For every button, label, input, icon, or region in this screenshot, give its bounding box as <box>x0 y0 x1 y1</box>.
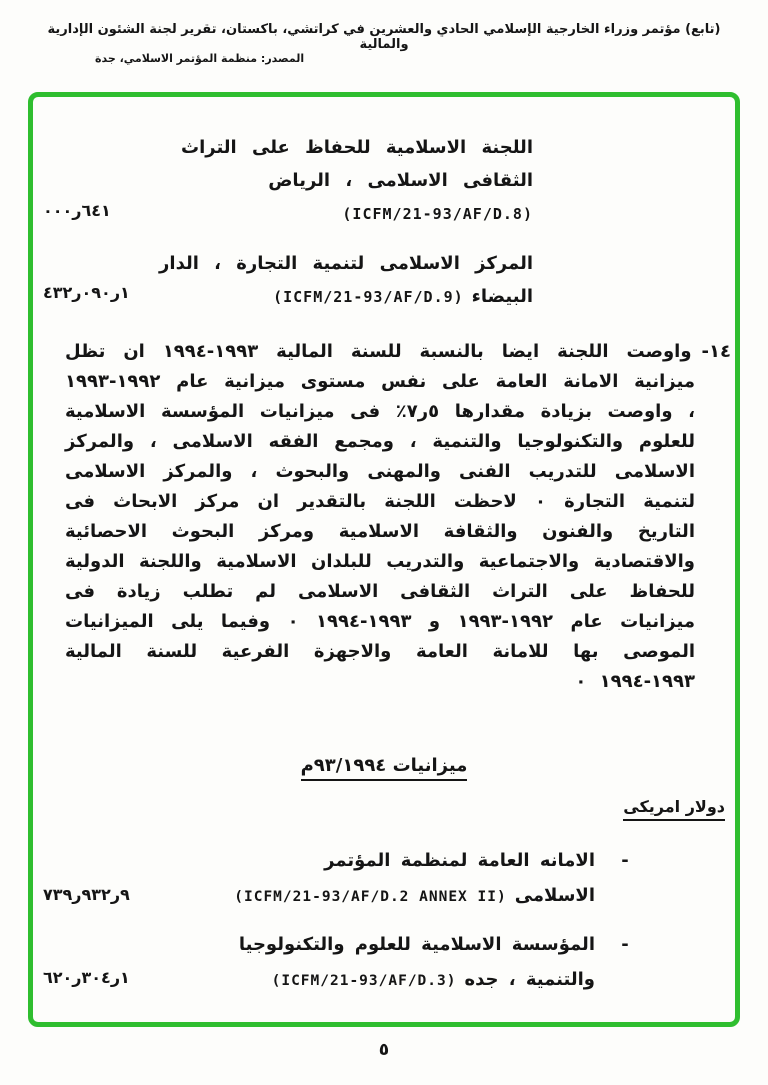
dash-bullet: - <box>621 934 629 955</box>
entry-text-line: اللجنة الاسلامية للحفاظ على التراث <box>180 137 533 158</box>
green-highlight-frame <box>28 92 740 1027</box>
budget-list-item-science-foundation <box>238 927 629 999</box>
entry-text-fragment: الاسلامى <box>514 885 595 906</box>
budgets-section-heading <box>33 755 735 776</box>
entry-text-line: الثقافى الاسلامى ، الرياض <box>268 170 533 191</box>
budget-amount: ٦٤١ر٠٠٠ <box>43 201 111 220</box>
document-reference-code: (ICFM/21-93/AF/D.9) <box>273 288 464 306</box>
currency-label: دولار امريكى <box>623 797 725 821</box>
budgets-heading-text: ميزانيات ٩٣/١٩٩٤م <box>301 755 468 781</box>
entry-code-line <box>159 280 533 314</box>
document-source-note: المصدر: منظمة المؤتمر الاسلامي، جدة <box>95 52 305 65</box>
document-reference-code: (ICFM/21-93/AF/D.8) <box>342 205 533 223</box>
item-number: ١٤- <box>701 341 731 362</box>
entry-text-line: الامانه العامة لمنظمة المؤتمر <box>324 850 595 871</box>
document-reference-code: (ICFM/21-93/AF/D.3) <box>271 973 457 989</box>
entry-text-line: المؤسسة الاسلامية للعلوم والتكنولوجيا <box>238 934 595 955</box>
entry-code-line <box>234 878 595 915</box>
entry-text-fragment: البيضاء <box>471 286 533 307</box>
paragraph-item-14 <box>65 337 731 697</box>
document-reference-code: (ICFM/21-93/AF/D.2 ANNEX II) <box>234 889 507 905</box>
dash-bullet: - <box>621 850 629 871</box>
budget-amount: ١ر٣٠٤ر٦٢٠ <box>43 968 130 987</box>
budget-entry-trade-centre <box>159 247 533 314</box>
entry-text-fragment: والتنمية ، جده <box>464 969 595 990</box>
entry-code-line <box>181 197 533 231</box>
entry-text-line: المركز الاسلامى لتنمية التجارة ، الدار <box>159 253 533 274</box>
budget-list-item-secretariat <box>234 843 629 915</box>
item-text: واوصت اللجنة ايضا بالنسبة للسنة المالية ١٩٩٣-١٩٩٤ ان تظل ميزانية الامانة العامة على نفس مستوى ميزانية عام ١٩٩٢-١٩٩٣ ، واوصت بزيادة مقدارها ٥ر٧٪ فى ميزانيات المؤسسة الاسلامية للعلوم والتكنولوجيا والتنمية ، ومجمع الفقه الاسلامى ، والمركز الاسلامى للتدريب الفنى والمهنى والبحوث ، والمركز الاسلامى لتنمية التجارة ٠ لاحظت اللجنة بالتقدير ان مركز الابحاث فى التاريخ والفنون والثقافة الاسلامية ومركز البحوث الاحصائية والاقتصادية والاجتماعية والتدريب للبلدان الاسلامية واللجنة الدولية للحفاظ على التراث الثقافى الاسلامى لم تطلب زيادة فى ميزانيات عام ١٩٩٢-١٩٩٣ و ١٩٩٣-١٩٩٤ ٠ وفيما يلى الميزانيات الموصى بها للامانة العامة والاجهزة الفرعية للسنة المالية ١٩٩٣-١٩٩٤ ٠ <box>65 341 695 692</box>
page-number: ٥ <box>378 1040 390 1060</box>
budget-amount: ٩ر٩٣٢ر٧٣٩ <box>43 885 130 904</box>
document-header-title: (تابع) مؤتمر وزراء الخارجية الإسلامي الحادي والعشرين في كراتشي، باكستان، تقرير لجنة الشئون الإدارية والمالية <box>47 22 721 52</box>
budget-amount: ١ر٠٩٠ر٤٣٢ <box>43 283 130 302</box>
budget-entry-heritage-committee <box>181 131 533 231</box>
entry-code-line <box>239 962 595 999</box>
